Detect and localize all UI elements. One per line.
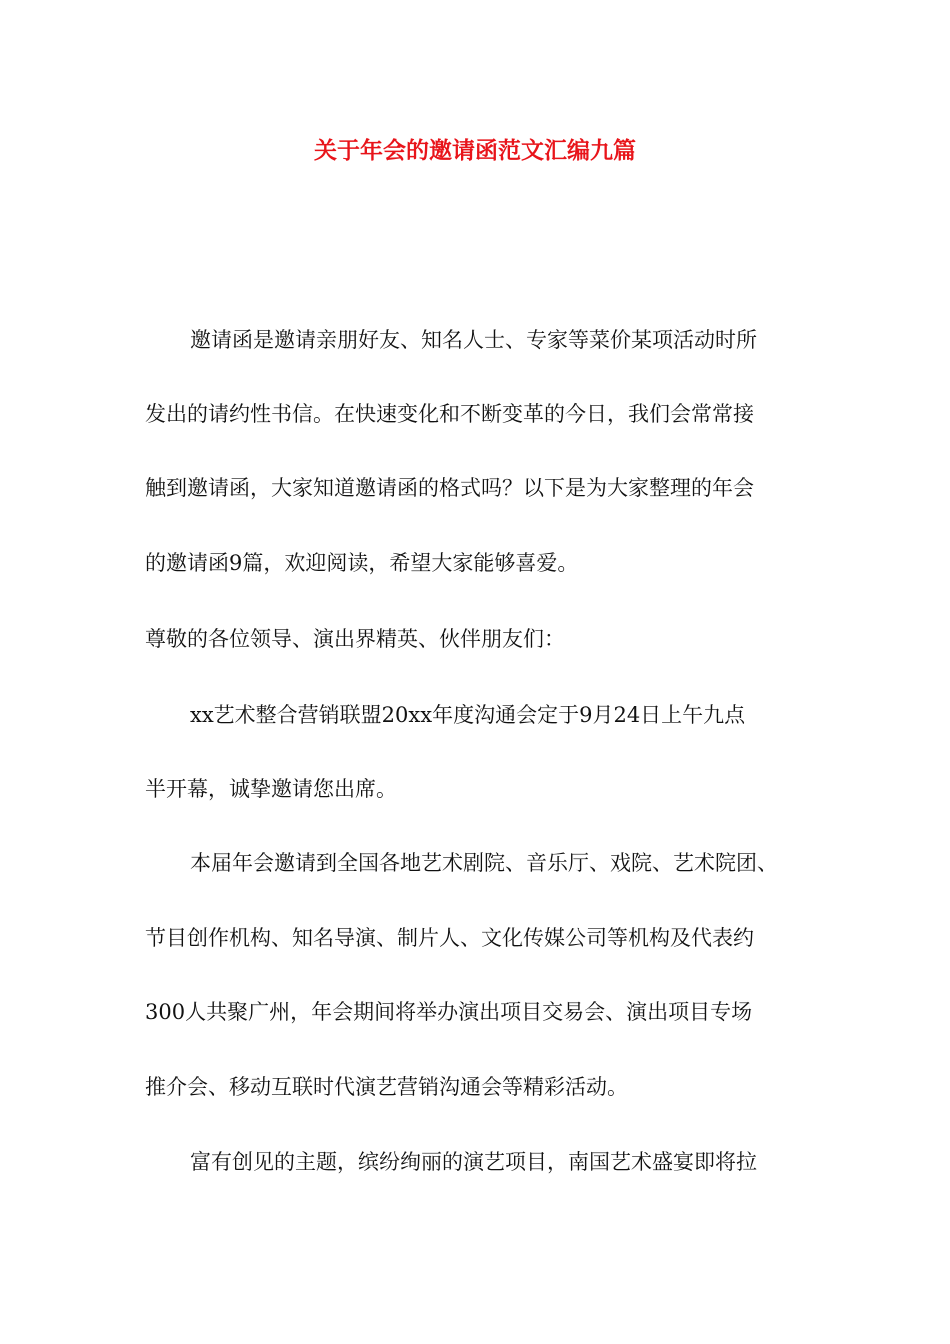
paragraph-line: 半开幕，诚挚邀请您出席。: [145, 777, 397, 801]
paragraph-line: 邀请函是邀请亲朋好友、知名人士、专家等菜价某项活动时所: [190, 328, 757, 352]
paragraph-line: 发出的请约性书信。在快速变化和不断变革的今日，我们会常常接: [145, 402, 754, 426]
paragraph-line: 推介会、移动互联时代演艺营销沟通会等精彩活动。: [145, 1075, 628, 1099]
salutation-line: 尊敬的各位领导、演出界精英、伙伴朋友们：: [145, 627, 565, 651]
paragraph-line: 的邀请函9篇，欢迎阅读，希望大家能够喜爱。: [145, 551, 579, 575]
paragraph-line: 本届年会邀请到全国各地艺术剧院、音乐厅、戏院、艺术院团、: [190, 851, 778, 875]
paragraph-line: 300人共聚广州，年会期间将举办演出项目交易会、演出项目专场: [145, 1000, 753, 1024]
paragraph-line: 节目创作机构、知名导演、制片人、文化传媒公司等机构及代表约: [145, 926, 754, 950]
document-title: 关于年会的邀请函范文汇编九篇: [314, 138, 636, 164]
paragraph-line: 触到邀请函，大家知道邀请函的格式吗？以下是为大家整理的年会: [145, 476, 754, 500]
paragraph-line: xx艺术整合营销联盟20xx年度沟通会定于9月24日上午九点: [190, 703, 746, 727]
paragraph-line: 富有创见的主题，缤纷绚丽的演艺项目，南国艺术盛宴即将拉: [190, 1150, 757, 1174]
